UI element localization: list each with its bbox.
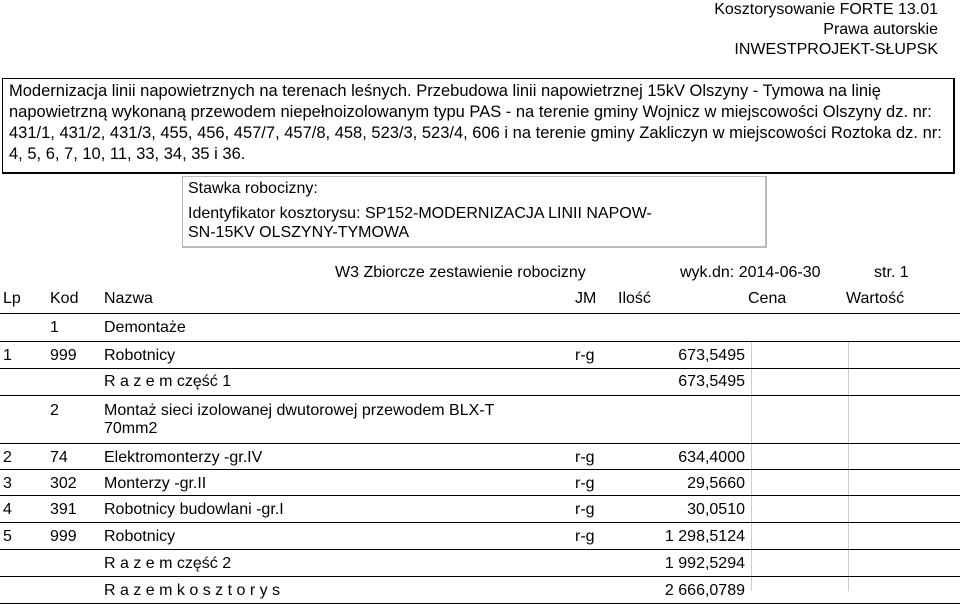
row-divider <box>0 368 960 369</box>
grid-line <box>751 341 752 591</box>
description-box <box>2 78 955 174</box>
row-divider <box>0 395 960 396</box>
row-divider <box>0 495 960 496</box>
grid-line <box>848 341 849 591</box>
row-kod: 302 <box>50 475 77 492</box>
grand-total-label: R a z e m k o s z t o r y s <box>104 582 281 599</box>
row-lp: 3 <box>3 475 12 492</box>
cost-id-line1: Identyfikator kosztorysu: SP152-MODERNIZACJA LINII NAPOW- <box>188 205 652 222</box>
report-title: W3 Zbiorcze zestawienie robocizny <box>335 264 586 281</box>
row-divider <box>0 603 960 604</box>
app-name: Kosztorysowanie FORTE 13.01 <box>714 1 938 18</box>
row-lp: 5 <box>3 528 12 545</box>
col-jm: JM <box>575 290 597 307</box>
col-kod: Kod <box>50 290 79 307</box>
cost-id-line2: SN-15KV OLSZYNY-TYMOWA <box>188 224 410 241</box>
col-lp: Lp <box>3 290 21 307</box>
row-nazwa: Elektromonterzy -gr.IV <box>104 449 263 466</box>
row-kod: 391 <box>50 501 77 518</box>
section-name-line2: 70mm2 <box>104 420 158 437</box>
row-divider <box>0 549 960 550</box>
row-divider <box>0 341 960 342</box>
section-name: Demontaże <box>104 319 186 336</box>
section-total-label: R a z e m część 1 <box>104 373 232 390</box>
row-jm: r-g <box>575 475 595 492</box>
row-divider <box>0 522 960 523</box>
row-jm: r-g <box>575 501 595 518</box>
row-ilosc: 634,4000 <box>678 449 745 466</box>
rights-label: Prawa autorskie <box>823 21 938 38</box>
row-divider <box>0 443 960 444</box>
description-text: Modernizacja linii napowietrznych na terenach leśnych. Przebudowa linii napowietrznej 15kV Olszyny - Tymowa na linię napowietrzną wykonaną przewodem niepełnoizolowanym typu PAS - na terenie gminy Wojnicz w miejscowości Olszyny dz. nr: 431/1, 431/2, 431/3, 455, 456, 457/7, 457/8, 458, 523/3, 523/4, 606 i na terenie gminy Zakliczyn w miejscowości Roztoka dz. nr: 4, 5, 6, 7, 10, 11, 33, 34, 35 i 36. <box>9 82 942 163</box>
section-total-value: 1 992,5294 <box>664 555 745 572</box>
col-ilosc: Ilość <box>618 290 651 307</box>
col-wartosc: Wartość <box>846 290 905 307</box>
row-jm: r-g <box>575 528 595 545</box>
row-nazwa: Robotnicy <box>104 528 176 545</box>
row-kod: 74 <box>50 449 68 466</box>
stawka-box <box>182 176 767 248</box>
section-total-value: 673,5495 <box>678 373 745 390</box>
section-number: 2 <box>50 402 59 419</box>
row-ilosc: 1 298,5124 <box>664 528 745 545</box>
col-cena: Cena <box>748 290 787 307</box>
section-number: 1 <box>50 319 59 336</box>
row-lp: 4 <box>3 501 12 518</box>
col-nazwa: Nazwa <box>104 290 153 307</box>
row-kod: 999 <box>50 347 77 364</box>
row-nazwa: Monterzy -gr.II <box>104 475 207 492</box>
row-nazwa: Robotnicy budowlani -gr.I <box>104 501 284 518</box>
row-ilosc: 29,5660 <box>687 475 745 492</box>
row-kod: 999 <box>50 528 77 545</box>
row-divider <box>0 469 960 470</box>
section-name-line1: Montaż sieci izolowanej dwutorowej przewodem BLX-T <box>104 402 495 419</box>
company-name: INWESTPROJEKT-SŁUPSK <box>734 41 938 58</box>
grand-total-value: 2 666,0789 <box>664 582 745 599</box>
row-divider <box>0 576 960 577</box>
page-number: str. 1 <box>874 264 909 281</box>
row-nazwa: Robotnicy <box>104 347 176 364</box>
row-ilosc: 30,0510 <box>687 501 745 518</box>
row-lp: 1 <box>3 347 12 364</box>
row-jm: r-g <box>575 449 595 466</box>
stawka-label: Stawka robocizny: <box>188 180 318 197</box>
report-date: wyk.dn: 2014-06-30 <box>680 264 821 281</box>
row-lp: 2 <box>3 449 12 466</box>
section-total-label: R a z e m część 2 <box>104 555 232 572</box>
header-divider <box>0 313 960 314</box>
row-jm: r-g <box>575 347 595 364</box>
row-ilosc: 673,5495 <box>678 347 745 364</box>
